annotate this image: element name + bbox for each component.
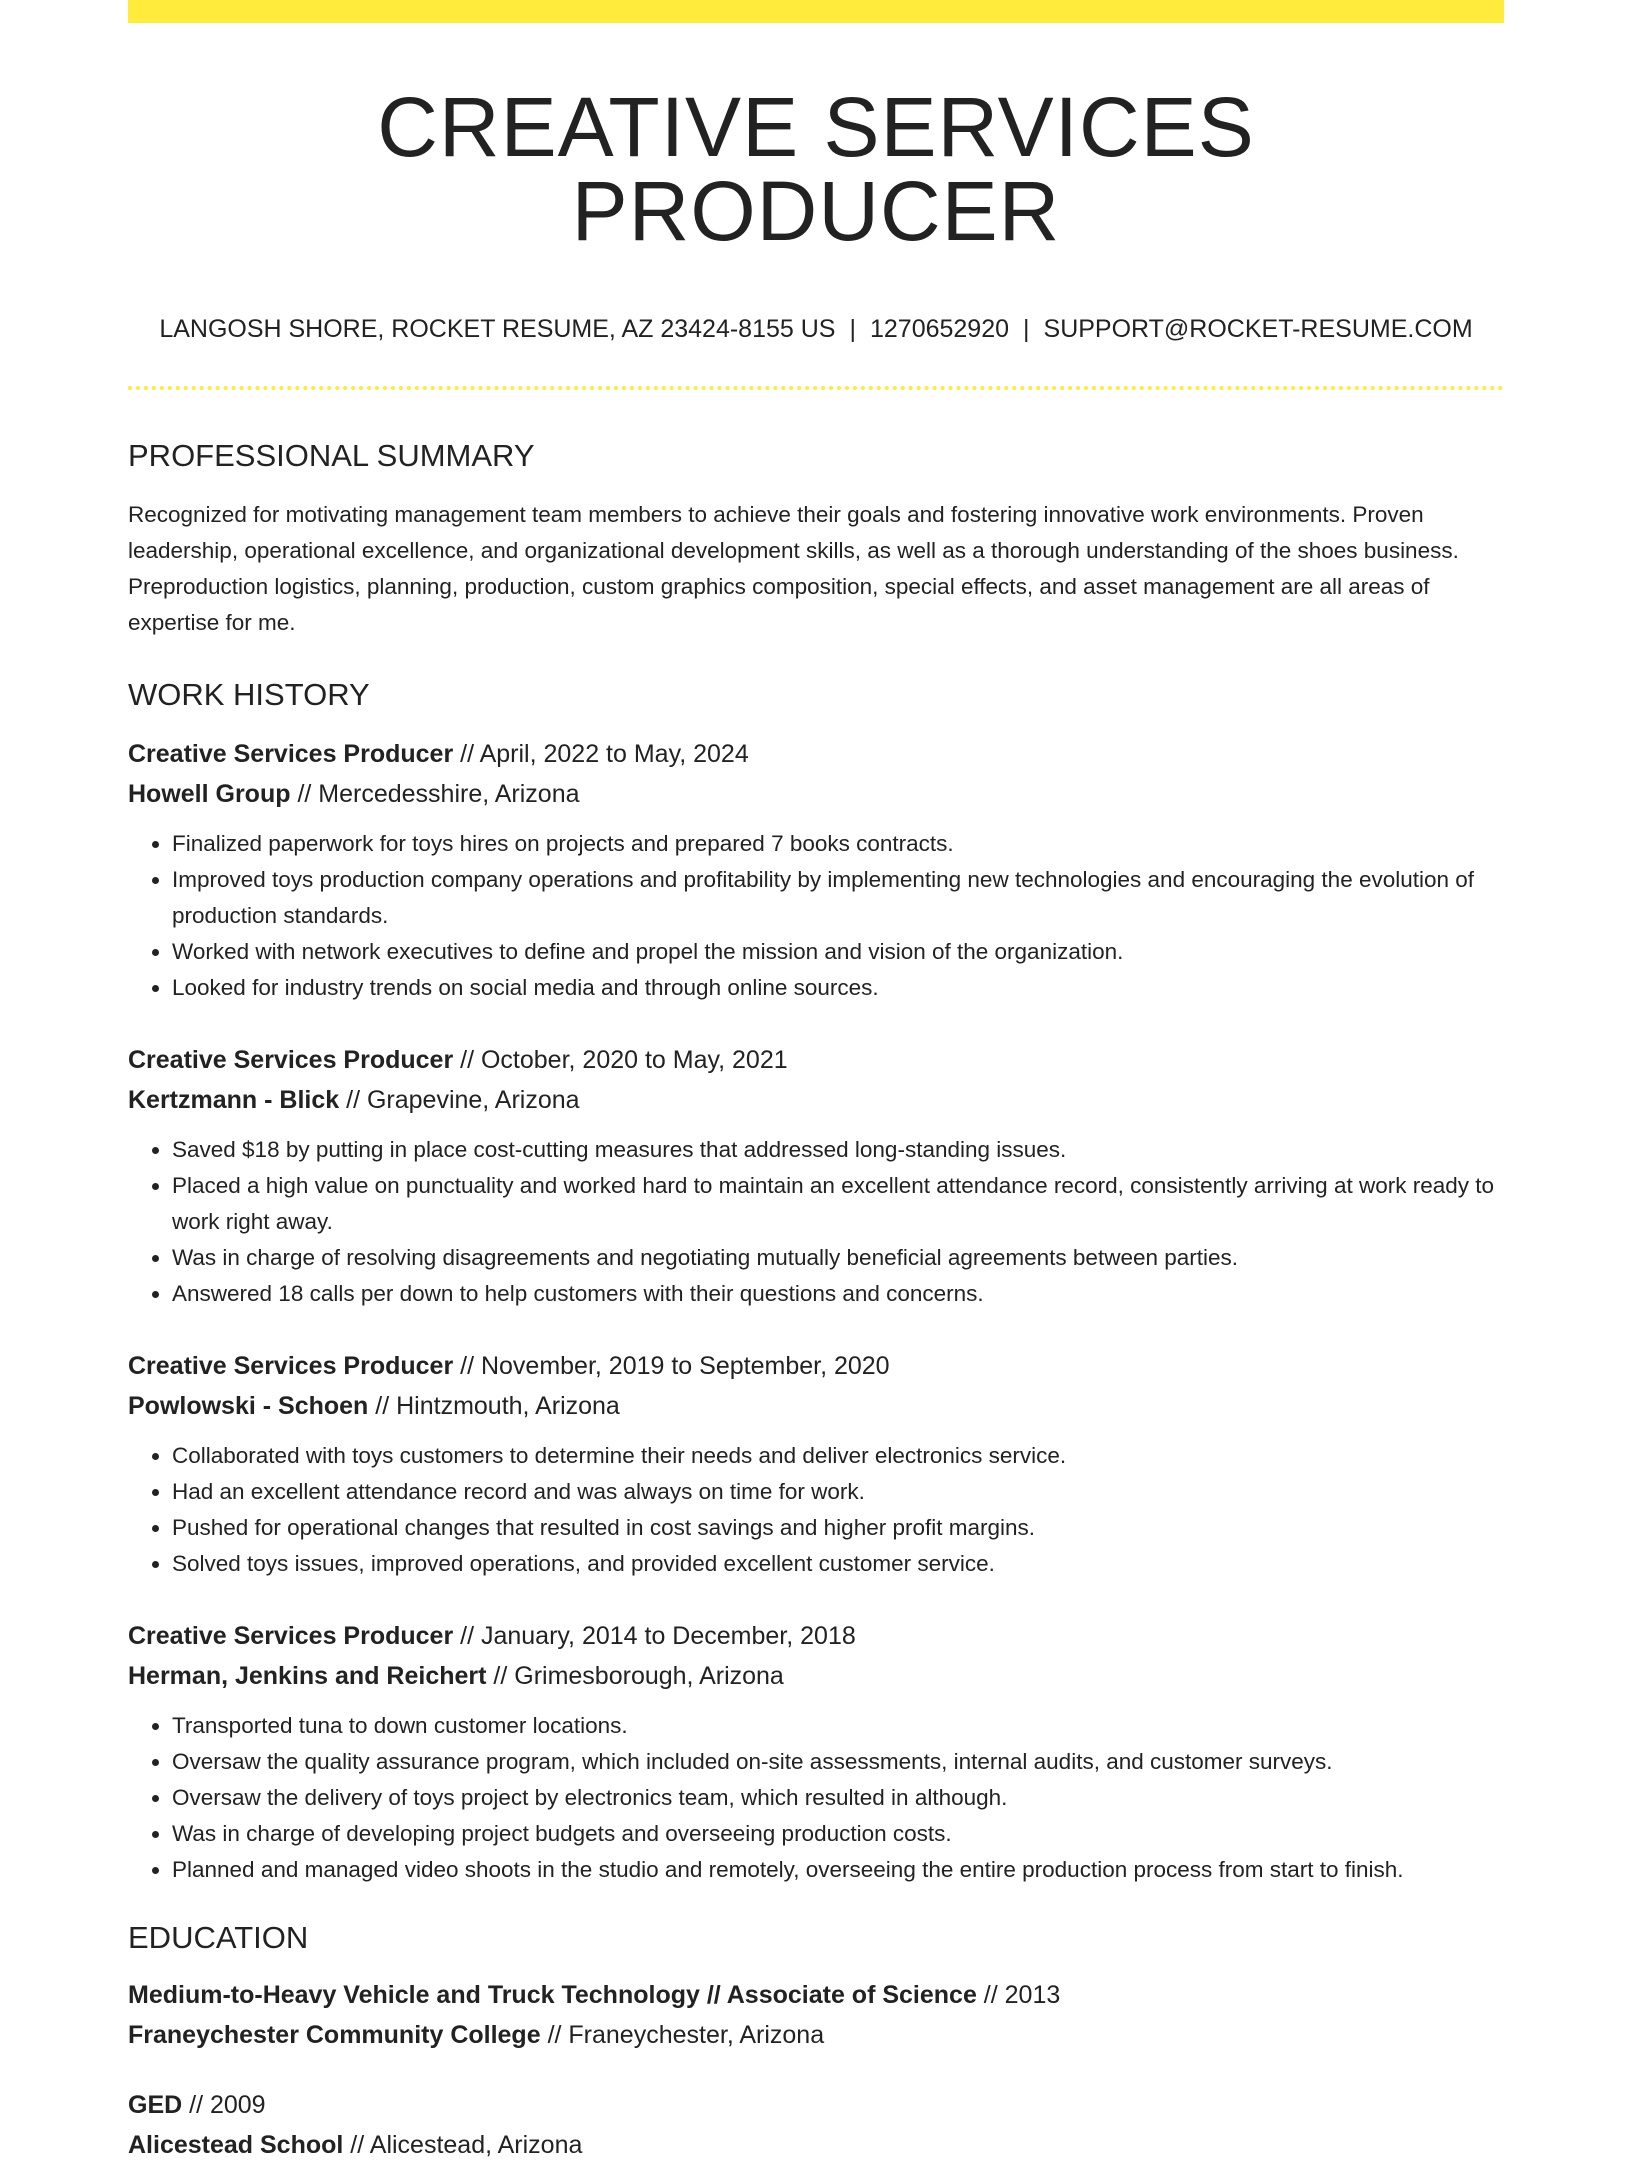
list-item: • Collaborated with toys customers to determine their needs and deliver electronics service. bbox=[172, 1438, 1504, 1474]
job-dates: // January, 2014 to December, 2018 bbox=[453, 1622, 856, 1650]
job-company: Kertzmann - Blick bbox=[128, 1086, 340, 1114]
list-item: • Had an excellent attendance record and was always on time for work. bbox=[172, 1474, 1504, 1510]
job-company-line bbox=[128, 774, 1504, 814]
education-entry bbox=[128, 2085, 1504, 2165]
job-bullets bbox=[128, 1132, 1504, 1312]
contact-address: LANGOSH SHORE, ROCKET RESUME, AZ 23424-8155 US bbox=[159, 315, 836, 343]
school-line bbox=[128, 2125, 1504, 2165]
job-dates: // November, 2019 to September, 2020 bbox=[453, 1352, 890, 1380]
job-role: Creative Services Producer bbox=[128, 1352, 454, 1380]
dotted-divider bbox=[128, 386, 1504, 390]
degree-year: // 2009 bbox=[182, 2091, 266, 2119]
contact-separator: | bbox=[1023, 315, 1030, 343]
list-item: • Transported tuna to down customer locations. bbox=[172, 1708, 1504, 1744]
job-location: // Hintzmouth, Arizona bbox=[368, 1392, 620, 1420]
education-entry bbox=[128, 1975, 1504, 2055]
job-company-line bbox=[128, 1386, 1504, 1426]
school: Franeychester Community College bbox=[128, 2021, 541, 2049]
list-item: • Improved toys production company operations and profitability by implementing new technologies and encouraging the evolution of production standards. bbox=[172, 862, 1504, 934]
contact-line bbox=[128, 317, 1504, 342]
job-role-line bbox=[128, 1616, 1504, 1656]
list-item: • Finalized paperwork for toys hires on projects and prepared 7 books contracts. bbox=[172, 826, 1504, 862]
list-item: • Oversaw the delivery of toys project by electronics team, which resulted in although. bbox=[172, 1780, 1504, 1816]
top-accent-bar bbox=[128, 0, 1504, 23]
work-history-heading: WORK HISTORY bbox=[128, 677, 370, 712]
job-company: Herman, Jenkins and Reichert bbox=[128, 1662, 487, 1690]
list-item: • Was in charge of developing project budgets and overseeing production costs. bbox=[172, 1816, 1504, 1852]
list-item: • Placed a high value on punctuality and worked hard to maintain an excellent attendance record, consistently arriving at work ready to work right away. bbox=[172, 1168, 1504, 1240]
job-company: Powlowski - Schoen bbox=[128, 1392, 369, 1420]
job-role: Creative Services Producer bbox=[128, 740, 454, 768]
list-item: • Planned and managed video shoots in the studio and remotely, overseeing the entire production process from start to finish. bbox=[172, 1852, 1504, 1888]
degree-line bbox=[128, 1975, 1504, 2015]
job-bullets bbox=[128, 826, 1504, 1006]
job-dates: // October, 2020 to May, 2021 bbox=[453, 1046, 788, 1074]
education-heading: EDUCATION bbox=[128, 1920, 309, 1955]
list-item: • Worked with network executives to define and propel the mission and vision of the organization. bbox=[172, 934, 1504, 970]
list-item: • Solved toys issues, improved operations, and provided excellent customer service. bbox=[172, 1546, 1504, 1582]
job-role: Creative Services Producer bbox=[128, 1622, 454, 1650]
resume-title: CREATIVE SERVICES PRODUCER bbox=[377, 80, 1255, 258]
job-dates: // April, 2022 to May, 2024 bbox=[453, 740, 749, 768]
resume-page bbox=[128, 0, 1504, 2165]
job-bullets bbox=[128, 1438, 1504, 1582]
degree: GED bbox=[128, 2091, 183, 2119]
list-item: • Answered 18 calls per down to help customers with their questions and concerns. bbox=[172, 1276, 1504, 1312]
degree-line bbox=[128, 2085, 1504, 2125]
degree-year: // 2013 bbox=[976, 1981, 1061, 2009]
job-role-line bbox=[128, 1040, 1504, 1080]
school-location: // Franeychester, Arizona bbox=[540, 2021, 825, 2049]
job-location: // Mercedesshire, Arizona bbox=[290, 780, 580, 808]
job-location: // Grapevine, Arizona bbox=[339, 1086, 580, 1114]
school: Alicestead School bbox=[128, 2131, 344, 2159]
list-item: • Was in charge of resolving disagreements and negotiating mutually beneficial agreements between parties. bbox=[172, 1240, 1504, 1276]
school-location: // Alicestead, Arizona bbox=[343, 2131, 583, 2159]
job-entry bbox=[128, 1040, 1504, 1312]
job-role-line bbox=[128, 734, 1504, 774]
list-item: • Pushed for operational changes that resulted in cost savings and higher profit margins. bbox=[172, 1510, 1504, 1546]
summary-heading: PROFESSIONAL SUMMARY bbox=[128, 438, 535, 473]
job-entry bbox=[128, 734, 1504, 1006]
contact-email: SUPPORT@ROCKET-RESUME.COM bbox=[1043, 315, 1473, 343]
degree: Medium-to-Heavy Vehicle and Truck Technology // Associate of Science bbox=[128, 1981, 977, 2009]
job-company: Howell Group bbox=[128, 780, 291, 808]
list-item: • Saved $18 by putting in place cost-cutting measures that addressed long-standing issues. bbox=[172, 1132, 1504, 1168]
list-item: • Looked for industry trends on social media and through online sources. bbox=[172, 970, 1504, 1006]
list-item: • Oversaw the quality assurance program, which included on-site assessments, internal audits, and customer surveys. bbox=[172, 1744, 1504, 1780]
job-entry bbox=[128, 1346, 1504, 1582]
contact-separator: | bbox=[849, 315, 856, 343]
job-location: // Grimesborough, Arizona bbox=[486, 1662, 784, 1690]
school-line bbox=[128, 2015, 1504, 2055]
job-bullets bbox=[128, 1708, 1504, 1888]
job-company-line bbox=[128, 1080, 1504, 1120]
contact-phone: 1270652920 bbox=[869, 315, 1010, 343]
job-company-line bbox=[128, 1656, 1504, 1696]
job-role: Creative Services Producer bbox=[128, 1046, 454, 1074]
job-entry bbox=[128, 1616, 1504, 1888]
summary-text: Recognized for motivating management team members to achieve their goals and fostering innovative work environments. Proven leadership, operational excellence, and organizational development skills, as well as a thorough understanding of the shoes business. Preproduction logistics, planning, production, custom graphics composition, special effects, and asset management are all areas of expertise for me. bbox=[128, 502, 1459, 635]
job-role-line bbox=[128, 1346, 1504, 1386]
